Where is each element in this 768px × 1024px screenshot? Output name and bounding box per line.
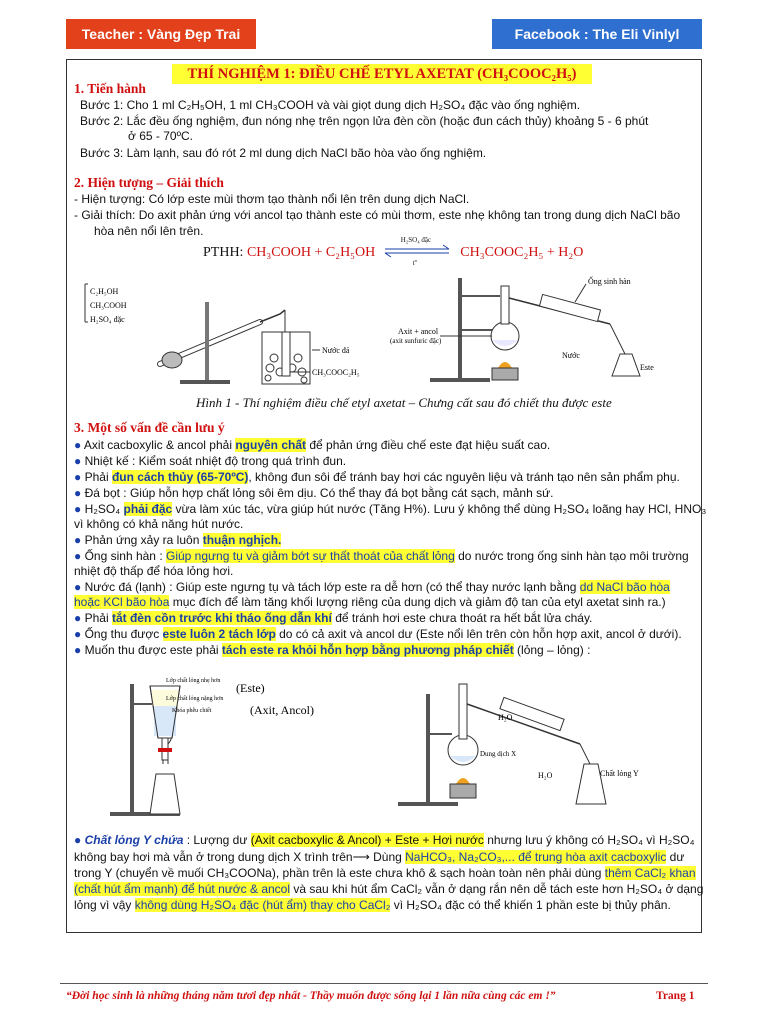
axit-layer-label: (Axit, Ancol)	[250, 703, 314, 717]
note-2: ● Nhiệt kế : Kiểm soát nhiệt độ trong quá trình đun.	[74, 454, 347, 468]
liquid-y-label: Chất lỏng Y	[600, 769, 639, 778]
note-5-cont: vì không có khả năng hút nước.	[74, 517, 244, 531]
step-1: Bước 1: Cho 1 ml C₂H₅OH, 1 ml CH₃COOH và vài giọt dung dịch H₂SO₄ đặc vào ống nghiệm.	[80, 98, 581, 112]
section-heading-1: 1. Tiến hành	[74, 81, 146, 96]
water-label: Nước	[562, 351, 580, 360]
drying-apparatus	[398, 684, 639, 806]
note-8-cont: hoặc KCl bão hòa mục đích để làm tăng khối lượng riêng của dung dịch và giảm độ tan của etyl axetat sinh ra.)	[74, 595, 666, 609]
este-label: Este	[640, 363, 654, 372]
facebook-label: Facebook : The Eli Vinlyl	[514, 26, 680, 42]
note-6: ● Phản ứng xảy ra luôn thuận nghịch.	[74, 533, 282, 547]
ice-label: Nước đá	[322, 346, 350, 355]
heavy-layer-label: Lớp chất lỏng nặng hơn	[166, 696, 224, 702]
arrow-temp: tº	[412, 258, 417, 267]
este-layer-label: (Este)	[236, 681, 265, 695]
phenomenon: - Hiện tượng: Có lớp este mùi thơm tạo thành nổi lên trên dung dịch NaCl.	[74, 192, 470, 206]
note-11: ● Muốn thu được este phải tách este ra khỏi hỗn hợp bằng phương pháp chiết (lỏng – lỏng) :	[74, 643, 591, 657]
teacher-label: Teacher : Vàng Đẹp Trai	[81, 26, 241, 42]
tube-label-1: C₂H₅OH	[90, 287, 119, 296]
note-9: ● Phải tắt đèn cồn trước khi tháo ống dẫn khí để tránh hơi este chưa thoát ra hết bắt lửa cháy.	[74, 611, 593, 625]
explanation-cont: hòa nên nổi lên trên.	[94, 224, 204, 238]
valve-label: Khóa phễu chiết	[172, 708, 212, 714]
figure-caption: Hình 1 - Thí nghiệm điều chế etyl axetat – Chưng cất sau đó chiết thu được este	[196, 395, 612, 410]
liquid-y-note-4: (chất hút ẩm mạnh) để hút nước & ancol và sau khi hút ẩm CaCl₂ vẫn ở dạng rắn nên dễ tách este hơn H₂SO₄ ở dạng	[74, 882, 704, 896]
note-7: ● Ống sinh hàn : Giúp ngưng tụ và giảm bớt sự thất thoát của chất lỏng do nước trong ống sinh hàn tạo môi trường	[74, 549, 689, 563]
arrow-condition: H₂SO₄ đặc	[400, 235, 432, 244]
separatory-funnel	[110, 677, 314, 816]
solution-x-label: Dung dịch X	[480, 750, 517, 758]
page-number: Trang 1	[656, 990, 695, 1002]
note-10: ● Ống thu được este luôn 2 tách lớp do có cả axit và ancol dư (Este nổi lên trên còn hỗn hợp axit, ancol ở dưới).	[74, 627, 682, 641]
section-heading-3: 3. Một số vấn đề cần lưu ý	[74, 420, 225, 435]
product-label: CH₃COOC₂H₅	[312, 368, 360, 377]
liquid-y-note-2: không bay hơi mà vẫn ở trong dung dịch X trình trên⟶ Dùng NaHCO₃, Na₂CO₃,... để trung hòa axit cacboxylic dư	[74, 850, 685, 864]
step-2: Bước 2: Lắc đều ống nghiệm, đun nóng nhẹ trên ngọn lửa đèn cồn (hoặc đun cách thủy) khoảng 5 - 6 phút	[80, 114, 649, 128]
tube-label-3: H₂SO₄ đặc	[90, 315, 125, 324]
light-layer-label: Lớp chất lỏng nhẹ hơn	[166, 678, 221, 684]
condenser-label: Ống sinh hàn	[588, 277, 631, 286]
explanation: - Giải thích: Do axit phản ứng với ancol tạo thành este có mùi thơm, este nhẹ không tan trong dung dịch NaCl bão	[74, 208, 681, 222]
note-7-cont: nhiệt độ thấp để hóa lỏng hơi.	[74, 564, 234, 578]
section-heading-2: 2. Hiện tượng – Giải thích	[74, 175, 224, 190]
liquid-y-note-5: lỏng vì vậy không dùng H₂SO₄ đặc (hút ẩm) thay cho CaCl₂ vì H₂SO₄ đặc có thể khiến 1 phần este bị thủy phân.	[74, 898, 671, 912]
note-4: ● Đá bọt : Giúp hỗn hợp chất lỏng sôi êm dịu. Có thể thay đá bọt bằng cát sạch, mảnh sứ.	[74, 486, 554, 500]
note-5: ● H₂SO₄ phải đặc vừa làm xúc tác, vừa giúp hút nước (Tăng H%). Lưu ý không thể dùng H₂SO₄ loãng hay HCl, HNO₃	[74, 502, 707, 516]
note-1: ● Axit cacboxylic & ancol phải nguyên chất để phản ứng điều chế este đạt hiệu suất cao.	[74, 438, 551, 452]
mix-label: Axit + ancol	[398, 327, 439, 336]
page-title: THÍ NGHIỆM 1: ĐIỀU CHẾ ETYL AXETAT (CH₃COOC₂H₅)	[172, 64, 592, 84]
note-8: ● Nước đá (lạnh) : Giúp este ngưng tụ và tách lớp este ra dễ hơn (có thể thay nước lạnh bằng dd NaCl bão hòa	[74, 580, 670, 594]
distillation-apparatus	[390, 276, 654, 382]
equation	[203, 235, 584, 267]
mix-sub-label: (axit sunfuric đặc)	[390, 337, 442, 345]
h2o-top-label: H₂O	[498, 713, 513, 722]
liquid-y-note-3: trong Y (chuyển về muối CH₃COONa), phần trên là este chưa khô & sạch hoàn toàn nên phải dùng thêm CaCl₂ khan	[74, 866, 696, 880]
figure-2	[80, 664, 680, 824]
equation-reactants: CH₃COOH + C₂H₅OH	[246, 245, 376, 260]
note-3: ● Phải đun cách thủy (65-70ºC), không đun sôi để tránh bay hơi các nguyên liệu và tránh tạo nên sản phẩm phụ.	[74, 470, 680, 484]
equilibrium-arrow	[379, 235, 457, 267]
footer-divider	[60, 983, 708, 984]
equation-products: CH₃COOC₂H₅ + H₂O	[460, 245, 584, 260]
figure-1	[80, 272, 680, 390]
tube-apparatus	[85, 284, 360, 384]
footer-quote: “Đời học sinh là những tháng năm tươi đẹp nhất - Thầy muốn được sống lại 1 lần nữa cùng các em !”	[66, 990, 556, 1002]
tube-label-2: CH₃COOH	[90, 301, 127, 310]
equation-label: PTHH:	[203, 245, 247, 260]
teacher-banner	[66, 19, 256, 49]
liquid-y-note-1: ● Chất lỏng Y chứa : Lượng dư (Axit cacboxylic & Ancol) + Este + Hơi nước nhưng lưu ý không có H₂SO₄ vì H₂SO₄	[74, 833, 695, 847]
h2o-bot-label: H₂O	[538, 771, 553, 780]
facebook-banner[interactable]	[492, 19, 702, 49]
step-2-cont: ở 65 - 70ºC.	[128, 129, 193, 143]
step-3: Bước 3: Làm lạnh, sau đó rót 2 ml dung dịch NaCl bão hòa vào ống nghiệm.	[80, 146, 487, 160]
